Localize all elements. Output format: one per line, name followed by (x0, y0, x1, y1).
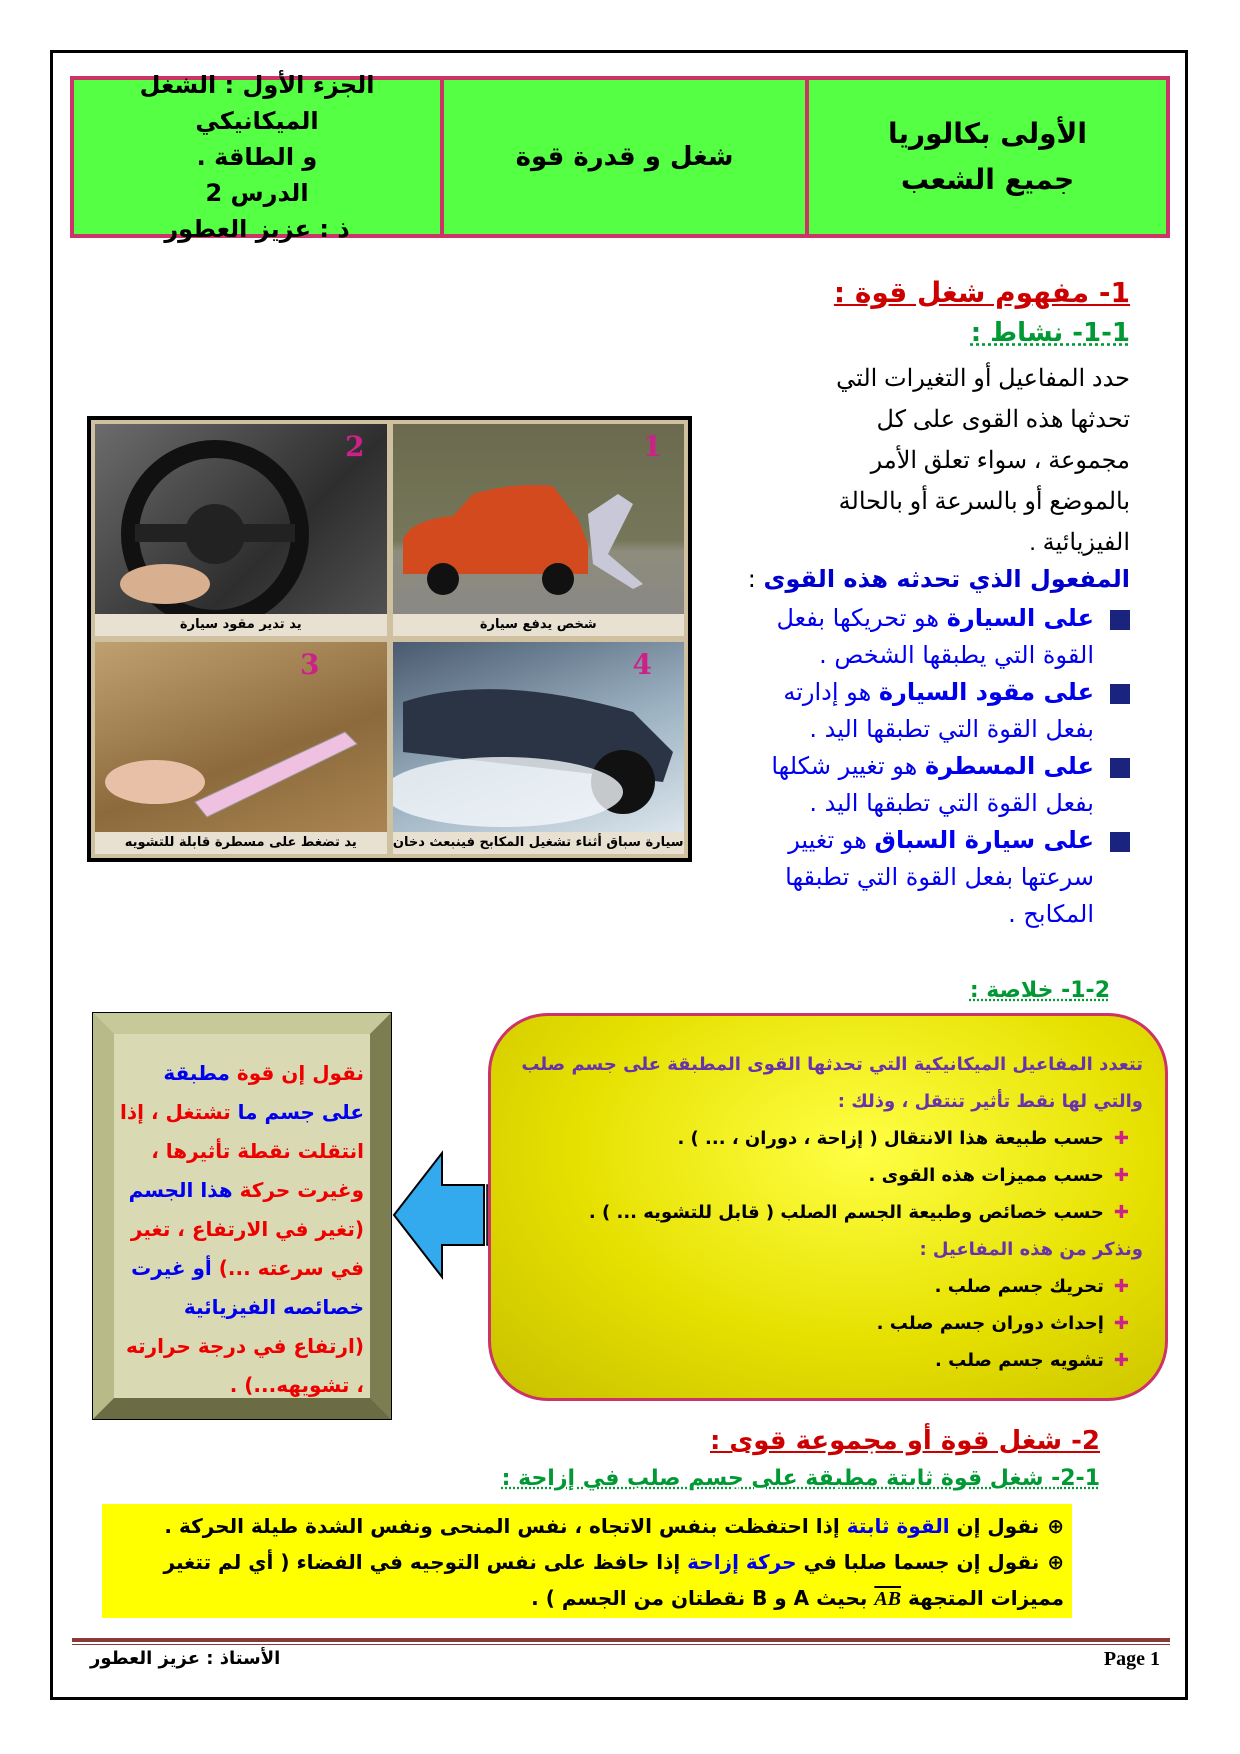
bullet-translation (114, 1544, 1064, 1617)
effect-item-bold: على مقود السيارة (878, 678, 1094, 706)
photo-race-car (393, 642, 685, 854)
def-part: (تغير في الارتفاع ، تغير في سرعته ...) (130, 1217, 364, 1280)
summary-item-text: حسب مميزات هذه القوى . (868, 1165, 1104, 1186)
effect-item (770, 674, 1130, 748)
summary-item (503, 1120, 1129, 1157)
photo-steering-wheel (95, 424, 387, 636)
b1-part: القوة ثابتة (846, 1514, 950, 1538)
effect-item-rest: هو إدارته بفعل القوة التي تطبقها اليد . (783, 678, 1094, 743)
mention-intro: ونذكر من هذه المفاعيل : (919, 1239, 1143, 1260)
effects-list (770, 600, 1130, 933)
mention-list (503, 1268, 1143, 1379)
square-bullet-icon (1110, 758, 1130, 778)
effect-item-rest: هو تغيير سرعتها بفعل القوة التي تطبقها المكابح . (785, 826, 1094, 928)
level-line1: الأولى بكالوريا (888, 117, 1087, 150)
header-table (70, 71, 1170, 243)
photo-caption: سيارة سباق أثناء تشغيل المكابح فينبعث دخان (393, 832, 685, 854)
lesson-title: شغل و قدرة قوة (515, 142, 734, 172)
b2-part: بحيث A و B نقطتان من الجسم ) . (531, 1586, 875, 1610)
definition-box (92, 1012, 392, 1420)
photo-grid (87, 416, 692, 862)
effect-title-colon: : (747, 565, 764, 593)
activity-heading: 1-1- نشاط : (970, 318, 1130, 348)
mention-item (503, 1305, 1129, 1342)
definitions-content (114, 1508, 1064, 1617)
lesson-number: الدرس 2 (205, 179, 309, 207)
summary-intro: تتعدد المفاعيل الميكانيكية التي تحدثها القوى المطبقة على جسم صلب والتي لها نقط تأثير تنتقل ، وذلك : (521, 1054, 1143, 1112)
header-part-cell (74, 71, 444, 243)
effect-title (748, 565, 1130, 593)
b1-part: نقول إن (949, 1514, 1040, 1538)
mention-item (503, 1268, 1129, 1305)
footer-rule (72, 1638, 1170, 1642)
activity-text: حدد المفاعيل أو التغيرات التي تحدثها هذه القوى على كل مجموعة ، سواء تعلق الأمر بالموضع أو بالسرعة أو بالحالة الفيزيائية . (836, 365, 1130, 556)
bullet-constant-force (114, 1508, 1064, 1544)
car-icon (393, 424, 683, 614)
photo-caption: يد تدير مقود سيارة (95, 614, 387, 636)
b2-part: حركة إزاحة (687, 1550, 797, 1574)
arrow-bullet-icon: ✚ (1113, 1313, 1129, 1334)
effect-item-rest: هو تحريكها بفعل القوة التي يطبقها الشخص . (776, 604, 1094, 669)
effect-title-text: المفعول الذي تحدثه هذه القوى (763, 565, 1130, 593)
def-part: نقول إن قوة (229, 1061, 364, 1085)
effect-item-rest: هو تغيير شكلها بفعل القوة التي تطبقها اليد . (771, 752, 1094, 817)
footer-rule-thin (72, 1644, 1170, 1645)
photo-number: 2 (345, 430, 365, 463)
photo-number: 1 (642, 430, 662, 463)
summary-item-text: حسب طبيعة هذا الانتقال ( إزاحة ، دوران ، ... ) . (677, 1128, 1104, 1149)
circle-plus-icon: ⊕ (1047, 1514, 1064, 1538)
mention-item-text: تشويه جسم صلب . (935, 1350, 1104, 1371)
def-part: تشتغل (165, 1100, 231, 1124)
header-level-cell (809, 80, 1166, 234)
arrow-bullet-icon: ✚ (1113, 1350, 1129, 1371)
arrow-bullet-icon: ✚ (1113, 1165, 1129, 1186)
arrow-bullet-icon: ✚ (1113, 1202, 1129, 1223)
photo-push-car (393, 424, 685, 636)
section1-heading: 1- مفهوم شغل قوة : (833, 276, 1130, 309)
effect-item-bold: على سيارة السباق (874, 826, 1094, 854)
summary-box (488, 1013, 1168, 1401)
part-title-line1: الجزء الأول : الشغل الميكانيكي (139, 71, 375, 135)
photo-caption: يد تضغط على مسطرة قابلة للتشويه (95, 832, 387, 854)
arrow-bullet-icon: ✚ (1113, 1276, 1129, 1297)
definitions-highlight (102, 1504, 1072, 1618)
ruler-icon (95, 642, 385, 832)
footer-teacher: الأستاذ : عزيز العطور (90, 1648, 281, 1669)
header-title-cell (444, 80, 809, 234)
def-part: أو غيرت خصائصه الفيزيائية (131, 1256, 364, 1319)
def-part: ، إذا انتقلت نقطة تأثيرها ، وغيرت حركة (120, 1100, 364, 1202)
section2-heading: 2- شغل قوة أو مجموعة قوى : (709, 1426, 1100, 1456)
definition-text (120, 1054, 364, 1405)
summary-list (503, 1120, 1143, 1231)
section2-subheading: 2-1- شغل قوة ثابتة مطبقة على جسم صلب في إزاحة : (501, 1466, 1100, 1491)
mention-item-text: تحريك جسم صلب . (934, 1276, 1104, 1297)
b1-part: إذا احتفظت بنفس الاتجاه ، نفس المنحى ونفس الشدة طيلة الحركة . (164, 1514, 847, 1538)
summary-content (503, 1046, 1143, 1379)
vector-ab: AB (874, 1588, 902, 1610)
def-part: مطبقة على جسم ما (163, 1061, 364, 1124)
photo-number: 4 (632, 648, 652, 681)
part-title-line2: و الطاقة . (196, 143, 318, 171)
effect-item (770, 748, 1130, 822)
summary-heading: 1-2- خلاصة : (969, 978, 1110, 1003)
effect-item (770, 600, 1130, 674)
def-part: هذا الجسم (128, 1178, 233, 1202)
effect-item-bold: على المسطرة (924, 752, 1094, 780)
level-line2: جميع الشعب (900, 163, 1075, 196)
mention-item (503, 1342, 1129, 1379)
photo-ruler (95, 642, 387, 854)
effect-item-bold: على السيارة (946, 604, 1094, 632)
effect-item (770, 822, 1130, 933)
steering-wheel-icon (95, 424, 385, 614)
square-bullet-icon (1110, 684, 1130, 704)
b2-part: إذا حافظ على نفس التوجيه في الفضاء ( أي لم تتغير مميزات المتجهة (163, 1550, 1064, 1610)
square-bullet-icon (1110, 610, 1130, 630)
mention-item-text: إحداث دوران جسم صلب . (876, 1313, 1104, 1334)
summary-item-text: حسب خصائص وطبيعة الجسم الصلب ( قابل للتشويه ... ) . (588, 1202, 1104, 1223)
circle-plus-icon: ⊕ (1047, 1550, 1064, 1574)
teacher-name: ذ : عزيز العطور (164, 215, 350, 243)
square-bullet-icon (1110, 832, 1130, 852)
summary-item (503, 1157, 1129, 1194)
b2-part: نقول إن جسما صلبا في (796, 1550, 1040, 1574)
summary-item (503, 1194, 1129, 1231)
def-part: (ارتفاع في درجة حرارته ، تشويهه...) . (126, 1334, 364, 1397)
photo-number: 3 (300, 648, 320, 681)
arrow-bullet-icon: ✚ (1113, 1128, 1129, 1149)
photo-caption: شخص يدفع سيارة (393, 614, 685, 636)
footer-page-number: Page 1 (1103, 1648, 1160, 1670)
